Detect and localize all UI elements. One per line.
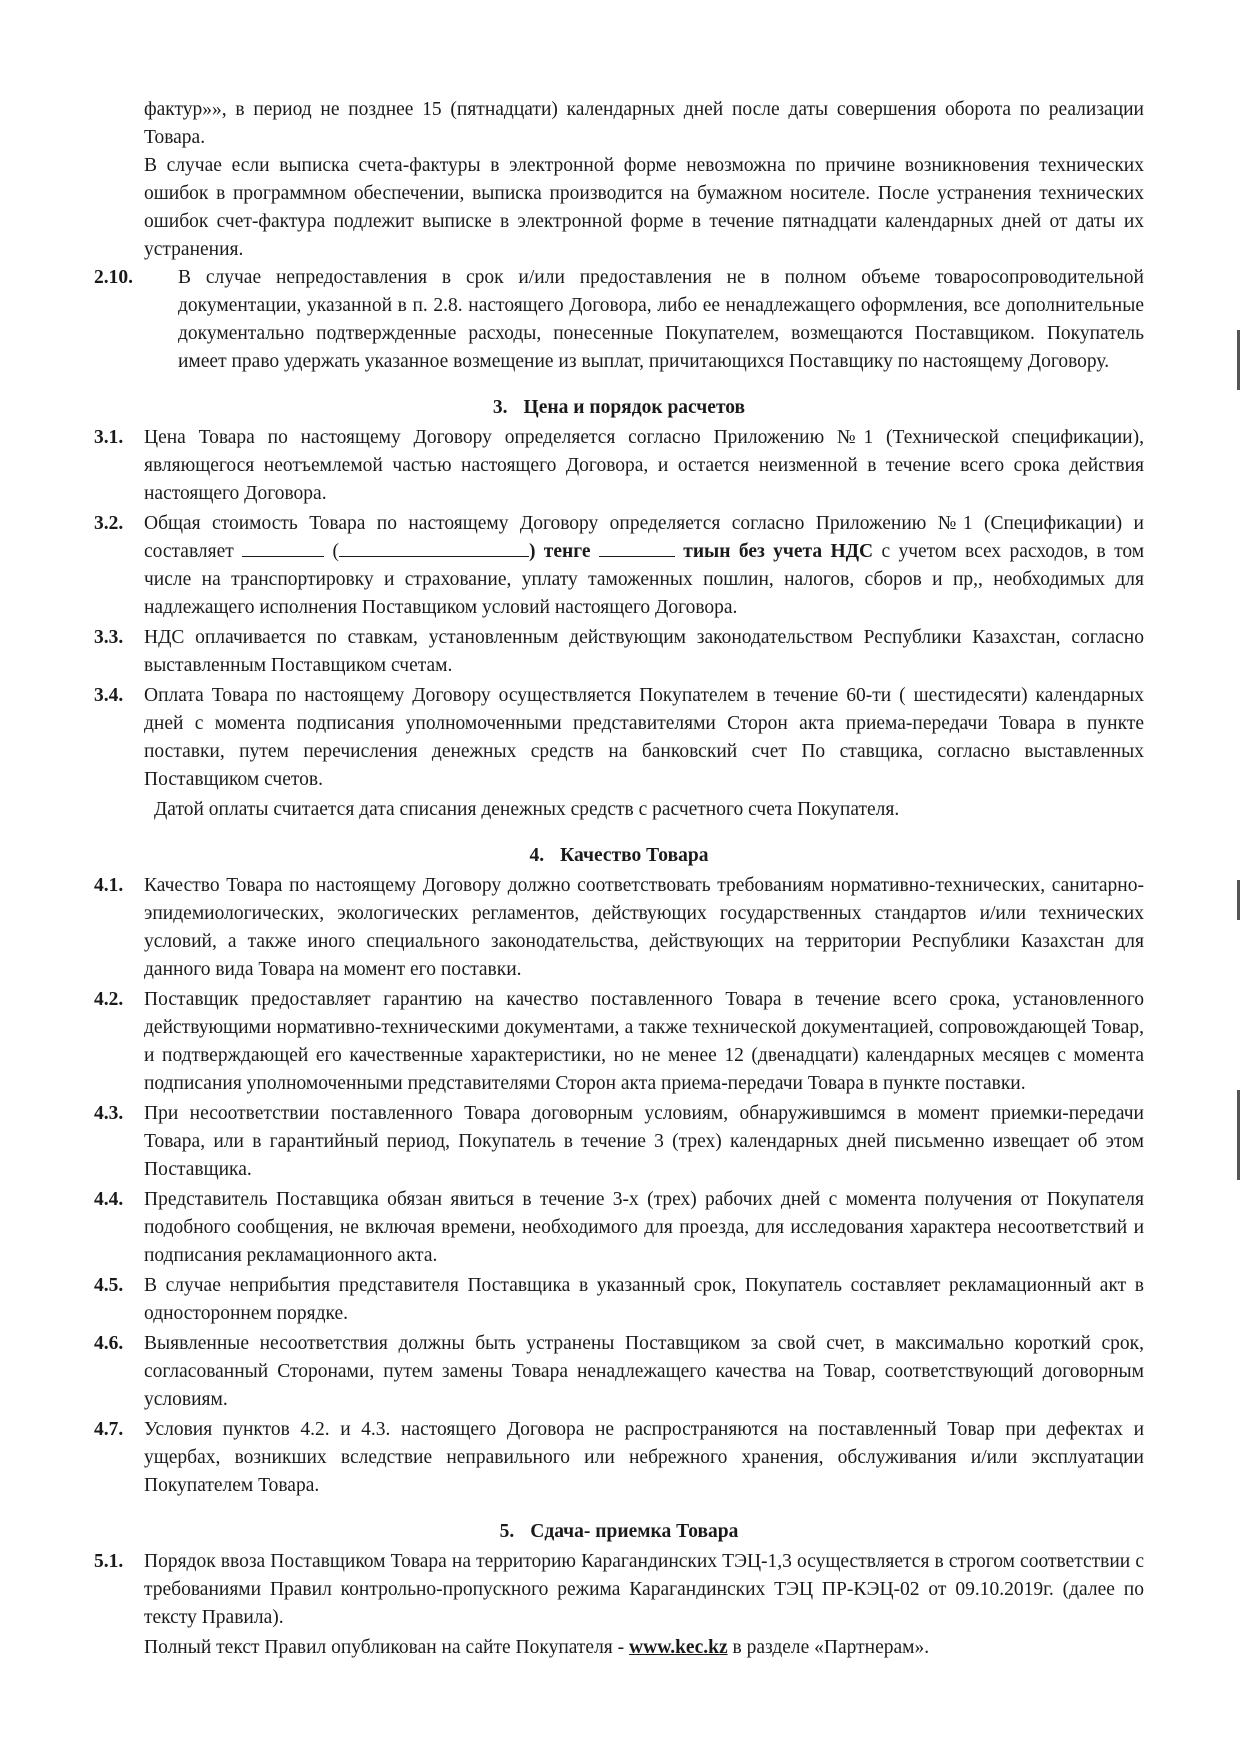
clause-3-2: [94, 510, 1144, 622]
clause-4-7: [94, 1416, 1144, 1500]
clause-number: 3.1.: [94, 427, 124, 448]
clause-text: Выявленные несоответствия должны быть устранены Поставщиком за свой счет, в максимально короткий срок, согласованный Сторонами, путем замены Товара ненадлежащего качества на Товар, соответствующий договорным условиям.: [144, 1333, 1144, 1410]
clause-text: Поставщик предоставляет гарантию на качество поставленного Товара в течение всего срока, установленного действующими нормативно-техническими документами, а также технической документацией, сопровождающей Товар, и подтверждающей его качественные характеристики, но не менее 12 (двенадцати) календарных месяцев с момента подписания уполномоченными представителями Сторон акта приема-передачи Товара в пункте поставки.: [144, 989, 1144, 1094]
clause-number: 3.3.: [94, 627, 124, 648]
clause-text: Представитель Поставщика обязан явиться в течение 3-х (трех) рабочих дней с момента получения от Покупателя подобного сообщения, не включая времени, необходимого для проезда, для исследования характера несоответствий и подписания рекламационного акта.: [144, 1189, 1144, 1266]
clause-number: 4.4.: [94, 1189, 124, 1210]
clause-2-10: [94, 264, 1144, 376]
clause-4-2: [94, 986, 1144, 1098]
clause-4-4: [94, 1186, 1144, 1270]
clause-text: Цена Товара по настоящему Договору определяется согласно Приложению №1 (Технической спецификации), являющегося неотъемлемой частью настоящего Договора, и остается неизменной в течение всего срока действия настоящего Договора.: [144, 427, 1144, 504]
rules-note: [94, 1634, 1144, 1662]
clause-text: Качество Товара по настоящему Договору должно соответствовать требованиям нормативно-технических, санитарно-эпидемиологических, экологических регламентов, действующих государственных стандартов и/или технических условий, а также иного специального законодательства, действующих на территории Республики Казахстан для данного вида Товара на момент его поставки.: [144, 875, 1144, 980]
clause-text: В случае неприбытия представителя Поставщика в указанный срок, Покупатель составляет рекламационный акт в одностороннем порядке.: [144, 1275, 1144, 1324]
clause-5-1: [94, 1548, 1144, 1632]
clause-number: 4.5.: [94, 1275, 124, 1296]
clause-number: 3.2.: [94, 513, 124, 534]
clause-number: 3.4.: [94, 685, 124, 706]
clause-number: 4.1.: [94, 875, 124, 896]
paren-open: (: [332, 541, 339, 562]
clause-text: НДС оплачивается по ставкам, установленным действующим законодательством Республики Казахстан, согласно выставленным Поставщиком счетам.: [144, 627, 1144, 676]
clause-3-3: [94, 624, 1144, 680]
clause-text: В случае непредоставления в срок и/или предоставления не в полном объеме товаросопроводительной документации, указанной в п. 2.8. настоящего Договора, либо ее ненадлежащего оформления, все дополнительные документально подтвержденные расходы, понесенные Покупателем, возмещаются Поставщиком. Покупатель имеет право удержать указанное возмещение из выплат, причитающихся Поставщику по настоящему Договору.: [178, 267, 1144, 372]
tenge-label: ) тенге: [528, 541, 591, 562]
clause-text: Условия пунктов 4.2. и 4.3. настоящего Договора не распространяются на поставленный Товар при дефектах и ущербах, возникших вследствие неправильного или небрежного хранения, обслуживания и/или эксплуатации Покупателем Товара.: [144, 1419, 1144, 1496]
clause-4-6: [94, 1330, 1144, 1414]
kec-website-link[interactable]: www.kec.kz: [629, 1637, 728, 1658]
section-number: 4.: [529, 845, 545, 866]
document-page: [94, 96, 1144, 1662]
intro-paragraph-2: В случае если выписка счета-фактуры в электронной форме невозможна по причине возникновения технических ошибок в программном обеспечении, выписка производится на бумажном носителе. После устранения технических ошибок счет-фактура подлежит выписке в электронной форме в течение пятнадцати календарных дней от даты их устранения.: [144, 155, 1144, 260]
amount-blank[interactable]: [242, 538, 324, 557]
clause-text: Порядок ввоза Поставщиком Товара на территорию Карагандинских ТЭЦ-1,3 осуществляется в строгом соответствии с требованиями Правил контрольно-пропускного режима Карагандинских ТЭЦ ПР-КЭЦ-02 от 09.10.2019г. (далее по тексту Правила).: [144, 1551, 1144, 1628]
section-number: 5.: [499, 1521, 515, 1542]
intro-paragraph-1: фактур»», в период не позднее 15 (пятнадцати) календарных дней после даты совершения оборота по реализации Товара.: [144, 99, 1144, 148]
rules-text-end: в разделе «Партнерам».: [732, 1637, 930, 1658]
section-4-title: [94, 842, 1144, 870]
rules-text-start: Полный текст Правил опубликован на сайте Покупателя -: [144, 1637, 625, 1658]
clause-3-4: [94, 682, 1144, 794]
clause-number: 4.6.: [94, 1333, 124, 1354]
section-heading: Сдача- приемка Товара: [530, 1521, 739, 1542]
clause-text-start: Общая стоимость Товара по настоящему Договору определяется согласно Приложению №1 (Спецификации) и составляет: [144, 513, 1144, 562]
clause-4-3: [94, 1100, 1144, 1184]
section-3-title: [94, 394, 1144, 422]
clause-text: Оплата Товара по настоящему Договору осуществляется Покупателем в течение 60-ти ( шестидесяти) календарных дней с момента подписания уполномоченными представителями Сторон акта приема-передачи Товара в пункте поставки, путем перечисления денежных средств на банковский счет По ставщика, согласно выставленных Поставщиком счетов.: [144, 685, 1144, 790]
clause-number: 2.10.: [94, 267, 133, 288]
clause-3-1: [94, 424, 1144, 508]
clause-number: 5.1.: [94, 1551, 124, 1572]
section-heading: Цена и порядок расчетов: [523, 397, 746, 418]
clause-number: 4.2.: [94, 989, 124, 1010]
tiyn-label: тиын без учета НДС: [683, 541, 874, 562]
clause-number: 4.3.: [94, 1103, 124, 1124]
clause-4-5: [94, 1272, 1144, 1328]
clause-number: 4.7.: [94, 1419, 124, 1440]
payment-date-note: Датой оплаты считается дата списания денежных средств с расчетного счета Покупателя.: [154, 799, 900, 820]
clause-4-1: [94, 872, 1144, 984]
section-5-title: [94, 1518, 1144, 1546]
section-heading: Качество Товара: [560, 845, 709, 866]
clause-text-end: с учетом всех расходов, в том числе на транспортировку и страхование, уплату таможенных пошлин, налогов, сборов и пр,, необходимых для надлежащего исполнения Поставщиком условий настоящего Договора.: [144, 541, 1145, 618]
clause-text: При несоответствии поставленного Товара договорным условиям, обнаружившимся в момент приемки-передачи Товара, или в гарантийный период, Покупатель в течение 3 (трех) календарных дней письменно извещает об этом Поставщика.: [144, 1103, 1144, 1180]
amount-in-words-blank[interactable]: [339, 538, 529, 557]
tiyn-blank[interactable]: [599, 538, 675, 557]
section-number: 3.: [492, 397, 508, 418]
